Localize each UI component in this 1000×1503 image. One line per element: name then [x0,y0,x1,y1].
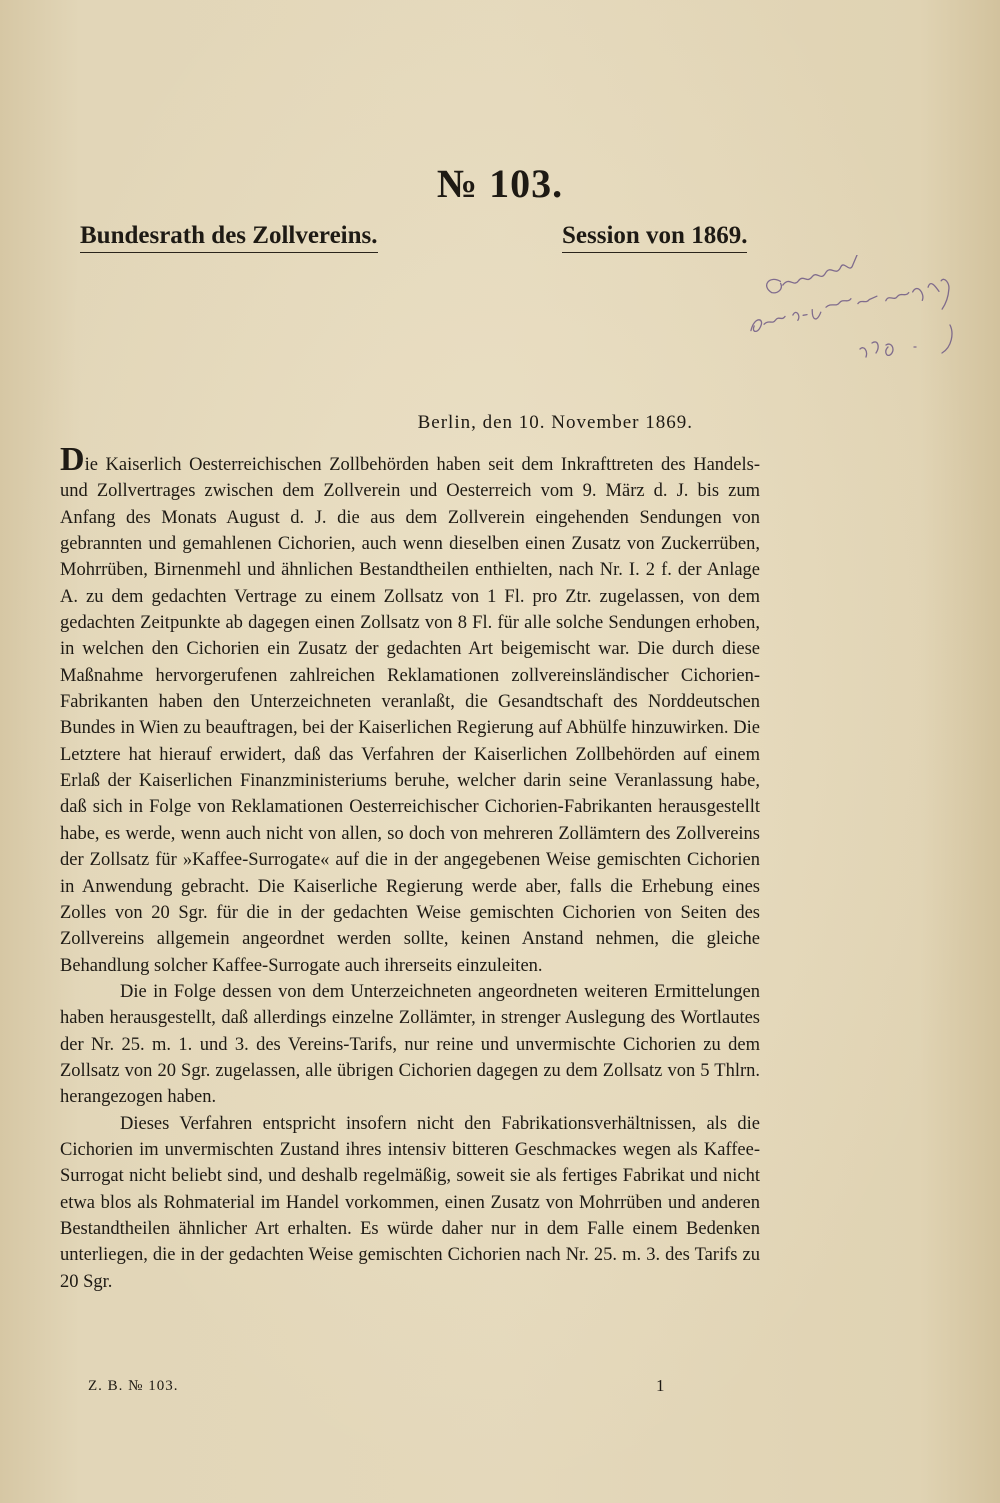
paragraph: Die in Folge dessen von dem Unterzeichneten angeordneten weiteren Ermittelungen haben herausgestellt, daß allerdings einzelne Zollämter, in strenger Auslegung des Wortlautes der Nr. 25. m. 1. und 3. des Vereins-Tarifs, nur reine und unvermischte Cichorien zu dem Zollsatz von 20 Sgr. zugelassen, alle übrigen Cichorien dagegen zu dem Zollsatz von 5 Thlrn. herangezogen haben. [60,981,760,1108]
footer-reference: Z. B. № 103. [88,1378,179,1394]
council-title: Bundesrath des Zollvereins. [80,222,378,253]
page-number: 1 [656,1376,665,1395]
session-title: Session von 1869. [562,222,747,253]
paragraph: Die Kaiserlich Oesterreichischen Zollbehörden haben seit dem Inkrafttreten des Handels- und Zollvertrages zwischen dem Zollverein und Oesterreich vom 9. März d. J. bis zum Anfang des Monats August d. J. die aus dem Zollverein eingehenden Sendungen von gebrannten und gemahlenen Cichorien, auch wenn dieselben einen Zusatz von Zuckerrüben, Mohrrüben, Birnenmehl und ähnlichen Bestandtheilen enthielten, nach Nr. I. 2 f. der Anlage A. zu dem gedachten Vertrage zu einem Zollsatz von 1 Fl. pro Ztr. zugelassen, von dem gedachten Zeitpunkte ab dagegen einen Zollsatz von 8 Fl. für alle solche Sendungen erhoben, in welchen den Cichorien ein Zusatz der gedachten Art beigemischt war. Die durch diese Maßnahme hervorgerufenen zahlreichen Reklamationen zollvereinsländischer Cichorien-Fabrikanten haben den Unterzeichneten veranlaßt, die Gesandtschaft des Norddeutschen Bundes in Wien zu beauftragen, bei der Kaiserlichen Regierung auf Abhülfe hinzuwirken. Die Letztere hat hierauf erwidert, daß das Verfahren der Kaiserlichen Zollbehörden auf einem Erlaß der Kaiserlichen Finanzministeriums beruhe, welcher darin seine Veranlassung habe, daß sich in Folge von Reklamationen Oesterreichischer Cichorien-Fabrikanten herausgestellt habe, es werde, wenn auch nicht von allen, so doch von mehreren Zollämtern des Zollvereins der Zollsatz für »Kaffee-Surrogate« auf die in der angegebenen Weise gemischten Cichorien in Anwendung gebracht. Die Kaiserliche Regierung werde aber, falls die Erhebung eines Zolles von 20 Sgr. für die in der gedachten Weise gemischten Cichorien von Seiten des Zollvereins allgemein angeordnet werden sollte, keinen Anstand nehmen, die gleiche Behandlung solcher Kaffee-Surrogate auch ihrerseits einzuleiten. [60,441,760,976]
handwritten-annotation [740,255,965,365]
paragraph: Dieses Verfahren entspricht insofern nicht den Fabrikationsverhältnissen, als die Cichorien im unvermischten Zustand ihres intensiv bitteren Geschmackes wegen als Kaffee-Surrogat nicht beliebt sind, und deshalb regelmäßig, soweit sie als fertiges Fabrikat und nicht etwa blos als Rohmaterial im Handel vorkommen, einen Zusatz von Mohrrüben und anderen Bestandtheilen ähnlicher Art erhalten. Es würde daher nur in dem Falle einem Bedenken unterliegen, die in der gedachten Weise gemischten Cichorien nach Nr. 25. m. 3. des Tarifs zu 20 Sgr. [60,1113,760,1292]
document-number: № 103. [436,161,564,206]
document-body [60,441,760,1295]
dateline: Berlin, den 10. November 1869. [417,412,693,433]
